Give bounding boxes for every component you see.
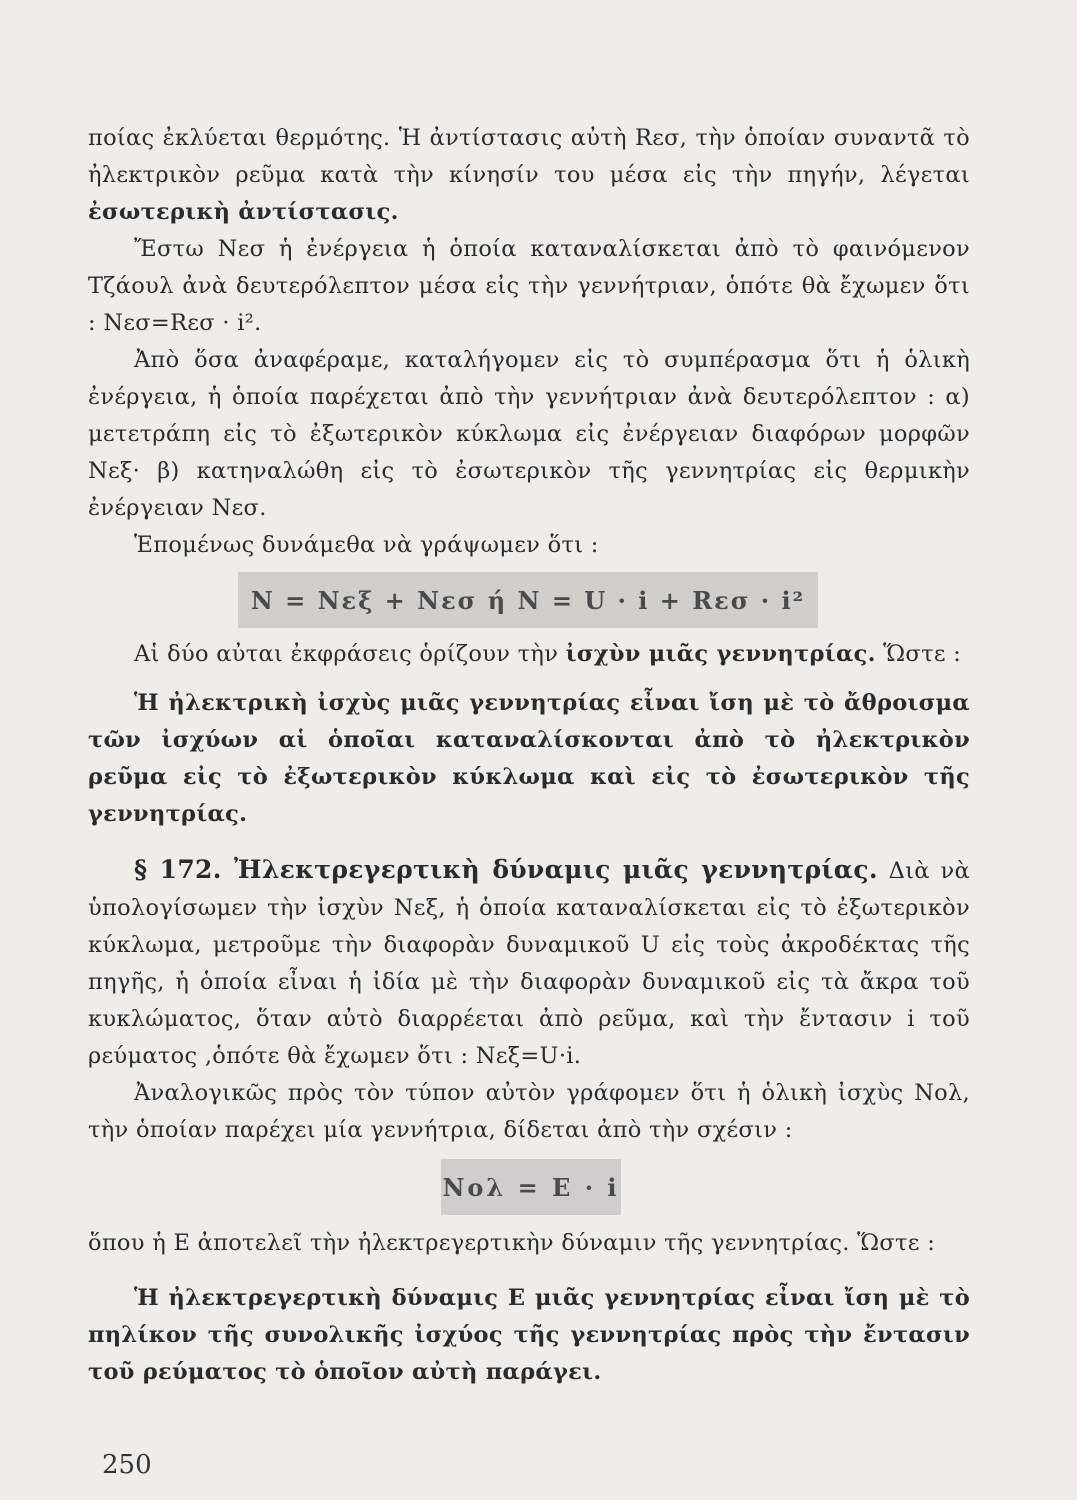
formula-total-power: Nολ = E · i (441, 1159, 621, 1215)
page-body (88, 120, 970, 1391)
paragraph-5-end: Ὥστε : (875, 641, 962, 667)
paragraph-2: Ἔστω Nεσ ἡ ἐνέργεια ἡ ὁποία καταναλίσκεται ἀπὸ τὸ φαινόμενον Τζάουλ ἀνὰ δευτερόλεπτον μέσα εἰς τὴν γεννήτριαν, ὁπότε θὰ ἔχωμεν ὅτι : Nεσ=Rεσ · i². (88, 236, 970, 336)
statement-2: Ἡ ἠλεκτρεγερτικὴ δύναμις E μιᾶς γεννητρίας εἶναι ἴση μὲ τὸ πηλίκον τῆς συνολικῆς ἰσχύος τῆς γεννητρίας πρὸς τὴν ἔντασιν τοῦ ρεύματος τὸ ὁποῖον αὐτὴ παράγει. (88, 1285, 970, 1385)
paragraph-7: Ἀναλογικῶς πρὸς τὸν τύπον αὐτὸν γράφομεν ὅτι ἡ ὁλικὴ ἰσχὺς Nολ, τὴν ὁποίαν παρέχει μία γεννήτρια, δίδεται ἀπὸ τὴν σχέσιν : (88, 1080, 970, 1143)
section-title: § 172. Ἠλεκτρεγερτικὴ δύναμις μιᾶς γεννητρίας. (134, 855, 878, 884)
paragraph-3: Ἀπὸ ὅσα ἀναφέραμε, καταλήγομεν εἰς τὸ συμπέρασμα ὅτι ἡ ὁλικὴ ἐνέργεια, ἡ ὁποία παρέχεται ἀπὸ τὴν γεννήτριαν ἀνὰ δευτερόλεπτον : α) μετετράπη εἰς τὸ ἐξωτερικὸν κύκλωμα εἰς ἐνέργειαν διαφόρων μορφῶν Nεξ· β) κατηναλώθη εἰς τὸ ἐσωτερικὸν τῆς γεννητρίας εἰς θερμικὴν ἐνέργειαν Nεσ. (88, 347, 970, 521)
paragraph-5 (88, 636, 970, 673)
paragraph-6-text: Διὰ νὰ ὑπολογίσωμεν τὴν ἰσχὺν Nεξ, ἡ ὁποία καταναλίσκεται εἰς τὸ ἐξωτερικὸν κύκλωμα, μετροῦμε τὴν διαφορὰν δυναμικοῦ U εἰς τοὺς ἀκροδέκτας τῆς πηγῆς, ἡ ὁποία εἶναι ἡ ἰδία μὲ τὴν διαφορὰν δυναμικοῦ εἰς τὰ ἄκρα τοῦ κυκλώματος, ὅταν αὐτὸ διαρρέεται ἀπὸ ρεῦμα, καὶ τὴν ἔντασιν i τοῦ ρεύματος ,ὁπότε θὰ ἔχωμεν ὅτι : Nεξ=U·i. (88, 858, 971, 1069)
term-internal-resistance: ἐσωτερικὴ ἀντίστασις. (88, 199, 399, 225)
paragraph-8: ὅπου ἡ E ἀποτελεῖ τὴν ἠλεκτρεγερτικὴν δύναμιν τῆς γεννητρίας. Ὥστε : (88, 1230, 936, 1256)
paragraph-1-text: ποίας ἐκλύεται θερμότης. Ἡ ἀντίστασις αὐτὴ Rεσ, τὴν ὁποίαν συναντᾶ τὸ ἠλεκτρικὸν ρεῦμα κατὰ τὴν κίνησίν του μέσα εἰς τὴν πηγήν, λέγεται (88, 125, 970, 188)
paragraph-6 (88, 851, 970, 1075)
paragraph-1 (88, 120, 970, 231)
paragraph-4: Ἑπομένως δυνάμεθα νὰ γράψωμεν ὅτι : (134, 532, 599, 558)
term-generator-power: ἰσχὺν μιᾶς γεννητρίας. (565, 641, 876, 667)
page-number: 250 (102, 1450, 152, 1480)
statement-1: Ἡ ἠλεκτρικὴ ἰσχὺς μιᾶς γεννητρίας εἶναι ἴση μὲ τὸ ἄθροισμα τῶν ἰσχύων αἱ ὁποῖαι καταναλίσκονται ἀπὸ τὸ ἠλεκτρικὸν ρεῦμα εἰς τὸ ἐξωτερικὸν κύκλωμα καὶ εἰς τὸ ἐσωτερικὸν τῆς γεννητρίας. (88, 690, 970, 827)
paragraph-5-text: Αἱ δύο αὐται ἐκφράσεις ὁρίζουν τὴν (134, 641, 559, 667)
formula-power-sum: N = Nεξ + Nεσ ή N = U · i + Rεσ · i² (238, 572, 818, 628)
